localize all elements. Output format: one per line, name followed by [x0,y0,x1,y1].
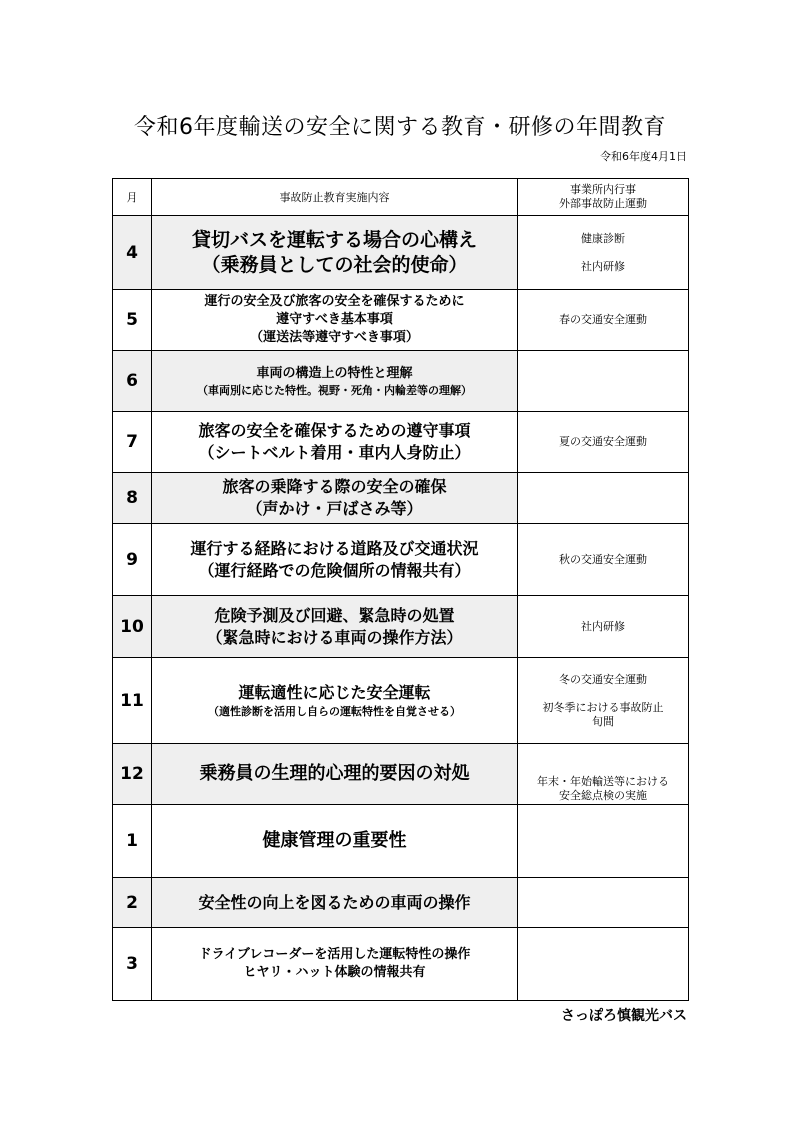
content-line: 運行の安全及び旅客の安全を確保するために [204,294,465,309]
table-row [113,658,689,744]
content-line: （乗務員としての社会的使命） [201,253,468,276]
content-cell [152,290,518,351]
table-row [113,412,689,473]
header-events [518,179,689,216]
company-name: さっぽろ慎観光バス [561,1008,687,1024]
content-line: （緊急時における車両の操作方法） [206,627,463,647]
month-cell: 2 [113,878,152,928]
table-row [113,596,689,658]
content-cell [152,658,518,744]
content-cell [152,524,518,596]
month-cell: 9 [113,524,152,596]
events-cell [518,290,689,351]
event-line: 秋の交通安全運動 [559,552,647,566]
header-events-line: 事業所内行事 [570,183,636,196]
month-cell: 12 [113,744,152,805]
content-line: ヒヤリ・ハット体験の情報共有 [243,965,426,980]
table-header-row [113,179,689,216]
month-cell: 1 [113,805,152,878]
events-cell [518,658,689,744]
event-line: 社内研修 [581,259,625,273]
event-line: 夏の交通安全運動 [559,435,647,448]
header-events-line: 外部事故防止運動 [559,197,647,210]
table-row [113,928,689,1001]
event-line: 安全総点検の実施 [559,789,647,802]
table-row [113,473,689,524]
content-line: 安全性の向上を図るための車両の操作 [198,892,471,912]
document-date: 令和6年度4月1日 [600,150,687,163]
table-row [113,216,689,290]
events-cell [518,805,689,878]
table-row [113,524,689,596]
content-cell [152,805,518,878]
event-line: 冬の交通安全運動 [559,672,647,686]
table-row [113,351,689,412]
events-cell [518,351,689,412]
month-cell: 3 [113,928,152,1001]
month-cell: 10 [113,596,152,658]
events-cell [518,524,689,596]
content-line: （適性診断を活用し自らの運転特性を自覚させる） [208,705,461,718]
content-line: 車両の構造上の特性と理解 [256,365,413,381]
events-cell [518,928,689,1001]
header-month: 月 [113,179,152,216]
content-line: 乗務員の生理的心理的要因の対処 [199,763,470,784]
content-line: 旅客の乗降する際の安全の確保 [222,477,447,496]
content-cell [152,351,518,412]
content-cell [152,744,518,805]
content-line: 遵守すべき基本事項 [276,312,393,327]
events-cell [518,473,689,524]
table-row [113,878,689,928]
content-cell [152,412,518,473]
events-cell [518,412,689,473]
content-line: 健康管理の重要性 [262,830,407,851]
table-row [113,805,689,878]
content-line: ドライブレコーダーを活用した運転特性の操作 [198,947,471,962]
content-line: （車両別に応じた特性。視野・死角・内輪差等の理解） [197,383,472,397]
event-line: 旬間 [592,714,614,728]
events-cell [518,878,689,928]
education-schedule-table [112,178,689,1001]
month-cell: 8 [113,473,152,524]
event-line: 春の交通安全運動 [559,313,647,326]
content-line: （声かけ・戸ばさみ等） [246,499,423,518]
month-cell: 4 [113,216,152,290]
events-cell [518,596,689,658]
content-line: （運送法等遵守すべき事項） [250,330,419,345]
header-content: 事故防止教育実施内容 [152,179,518,216]
content-line: 旅客の安全を確保するための遵守事項 [198,421,471,440]
event-line: 社内研修 [581,619,625,633]
content-line: 貸切バスを運転する場合の心構え [191,228,477,251]
event-line: 年末・年始輸送等における [537,775,669,788]
content-cell [152,878,518,928]
table-row [113,744,689,805]
content-line: 運行する経路における道路及び交通状況 [190,538,479,558]
content-cell [152,596,518,658]
month-cell: 7 [113,412,152,473]
table-row [113,290,689,351]
content-line: 運転適性に応じた安全運転 [238,683,431,702]
month-cell: 11 [113,658,152,744]
event-line: 初冬季における事故防止 [542,700,664,714]
event-line: 健康診断 [581,231,625,245]
content-line: （運行経路での危険個所の情報共有） [198,560,471,580]
content-line: 危険予測及び回避、緊急時の処置 [214,605,455,625]
content-cell [152,928,518,1001]
content-cell [152,473,518,524]
events-cell [518,216,689,290]
content-line: （シートベルト着用・車内人身防止） [198,443,471,462]
document-title: 令和6年度輸送の安全に関する教育・研修の年間教育 [134,115,666,140]
month-cell: 5 [113,290,152,351]
events-cell [518,744,689,805]
month-cell: 6 [113,351,152,412]
content-cell [152,216,518,290]
